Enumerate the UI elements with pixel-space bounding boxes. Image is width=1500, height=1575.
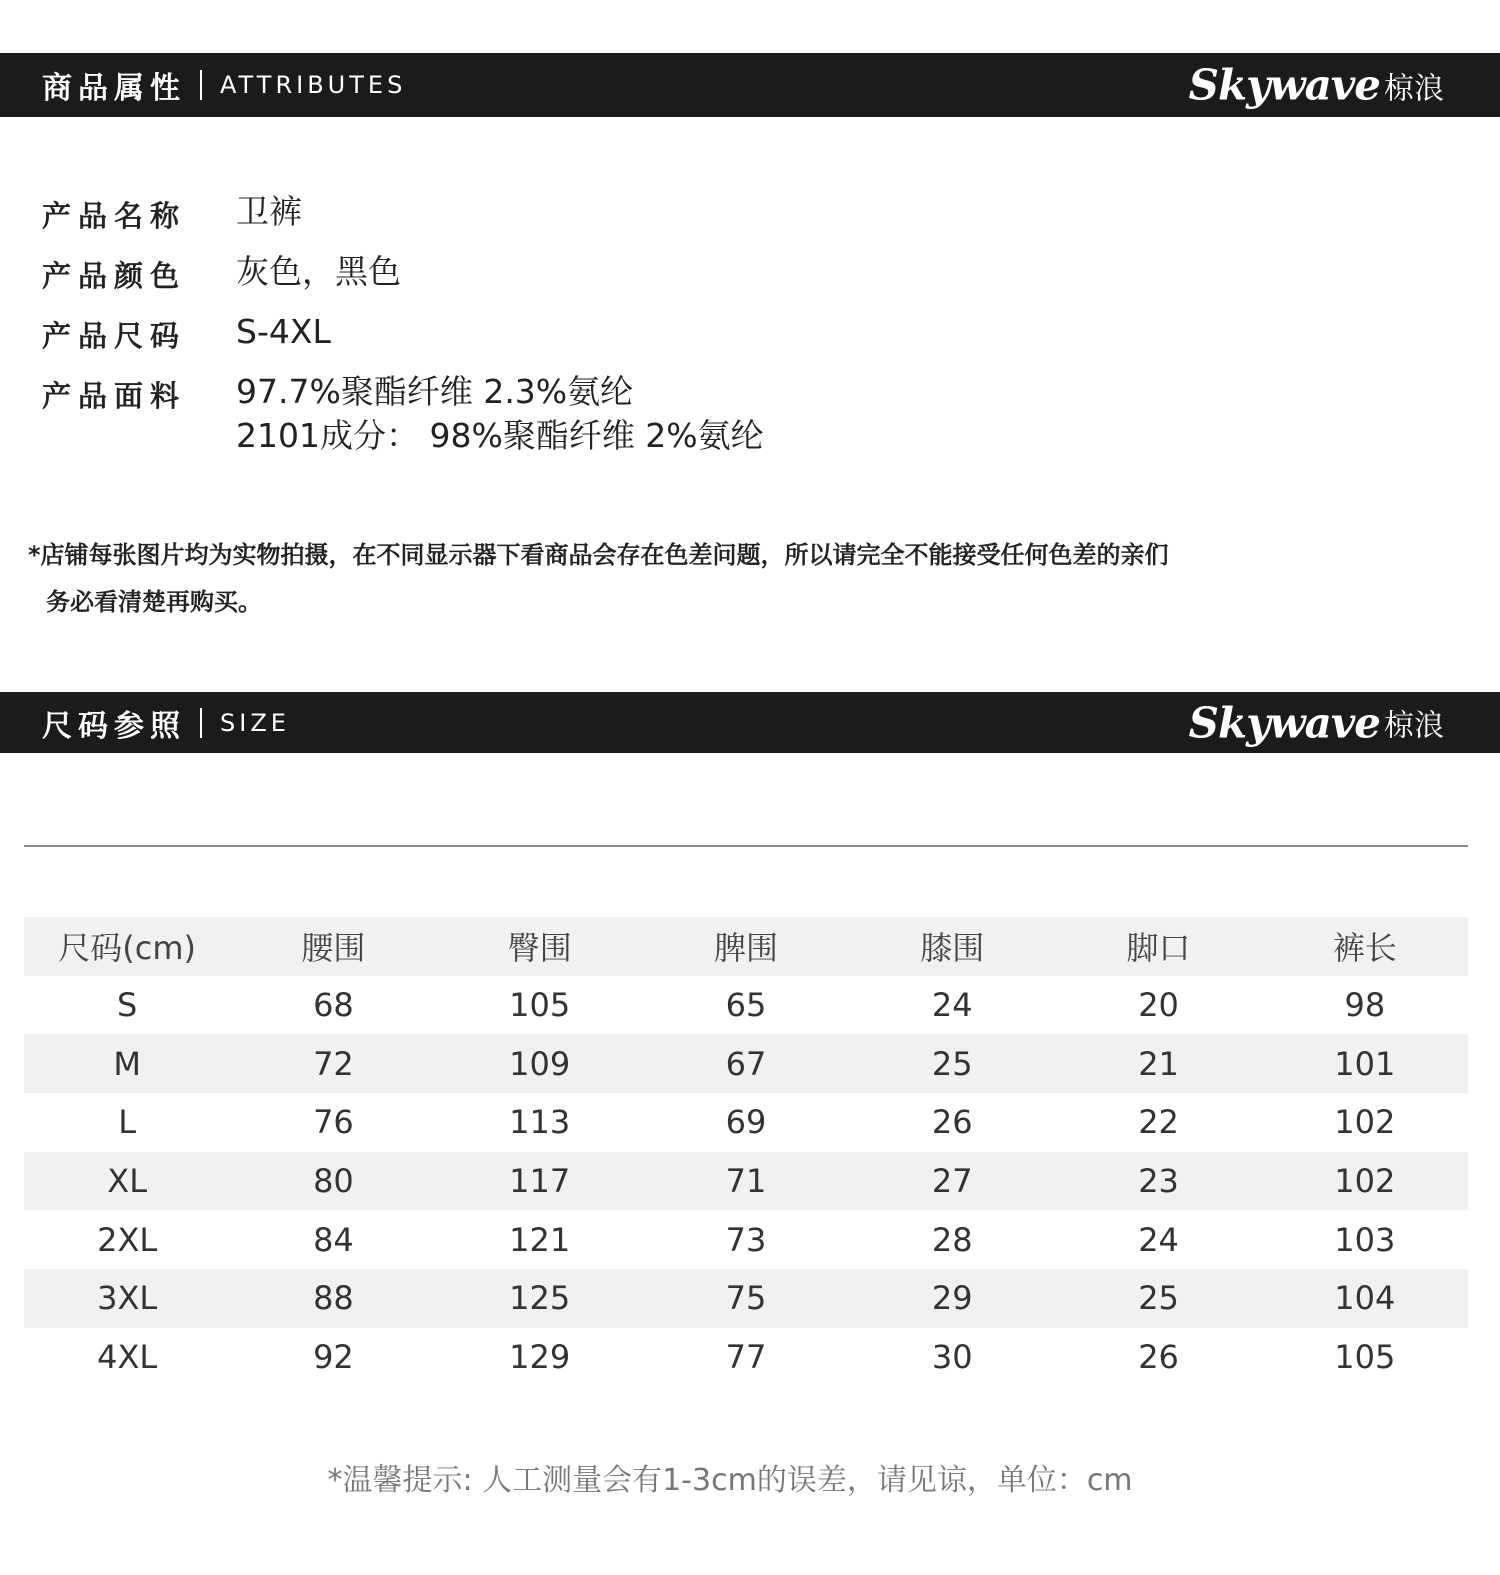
measurement-cell: 88 [230,1269,436,1328]
section-title-en: ATTRIBUTES [220,71,407,99]
brand-logo-cn: 椋浪 [1384,71,1444,106]
note-line-1: *店铺每张图片均为实物拍摄，在不同显示器下看商品会存在色差问题，所以请完全不能接受任何色差的亲们 [28,541,1169,569]
measurement-cell: 24 [931,986,973,1025]
section-title-en: SIZE [220,708,290,737]
size-header-bar [0,692,1500,753]
attribute-label: 产品颜色 [42,259,187,293]
table-row [24,1328,1468,1387]
measurement-cell: 84 [313,1220,354,1259]
measurement-cell: 105 [1334,1338,1396,1377]
measurement-tip: *温馨提示: 人工测量会有1-3cm的误差，请见谅，单位：cm [327,1463,1133,1498]
attribute-value: 97.7%聚酯纤维 2.3%氨纶 [236,372,634,411]
measurement-cell: 68 [313,986,354,1025]
measurement-cell: 125 [437,1269,643,1328]
column-header: 裤长 [1262,917,1468,976]
attribute-label: 产品尺码 [42,319,187,353]
measurement-cell: 121 [509,1220,571,1259]
measurement-cell: 22 [1138,1103,1179,1142]
divider-line [24,845,1468,847]
size-cell: 3XL [24,1269,230,1328]
size-cell: S [116,986,138,1025]
note-line-2: 务必看清楚再购买。 [46,588,262,616]
table-row [24,1269,1468,1328]
measurement-cell: 75 [643,1269,849,1328]
measurement-cell: 23 [1055,1152,1261,1211]
attribute-label: 产品面料 [42,379,187,413]
table-row [24,1093,1468,1152]
measurement-cell: 28 [931,1220,973,1259]
measurement-cell: 109 [437,1034,643,1093]
measurement-cell: 117 [437,1152,643,1211]
measurement-cell: 26 [1138,1338,1179,1377]
size-cell: L [118,1103,137,1142]
measurement-cell: 80 [230,1152,436,1211]
column-header: 膝围 [849,917,1055,976]
measurement-cell: 104 [1262,1269,1468,1328]
brand-logo [1189,698,1444,747]
measurement-cell: 26 [931,1103,973,1142]
measurement-cell: 65 [725,986,767,1025]
measurement-cell: 102 [1334,1103,1396,1142]
table-row [24,1034,1468,1093]
column-header: 臀围 [437,917,643,976]
measurement-cell: 105 [509,986,571,1025]
measurement-cell: 25 [1055,1269,1261,1328]
measurement-cell: 129 [509,1338,571,1377]
measurement-cell: 76 [313,1103,354,1142]
table-row [24,1152,1468,1211]
measurement-cell: 69 [725,1103,767,1142]
column-header: 脚口 [1055,917,1261,976]
attribute-value: 卫裤 [236,192,302,231]
size-table-body [24,917,1468,1387]
measurement-cell: 67 [643,1034,849,1093]
size-cell: 4XL [97,1338,158,1377]
column-header: 尺码(cm) [24,917,230,976]
size-cell: M [24,1034,230,1093]
column-header: 腰围 [230,917,436,976]
measurement-cell: 27 [849,1152,1055,1211]
brand-logo-cn: 椋浪 [1384,708,1444,744]
title-divider [200,708,202,738]
brand-logo-en: Skywave [1188,60,1380,110]
attribute-value: S-4XL [236,312,331,351]
color-difference-note [28,532,1448,626]
measurement-cell: 113 [509,1103,571,1142]
section-title [42,701,290,745]
measurement-cell: 77 [725,1338,767,1377]
size-cell: XL [24,1152,230,1211]
measurement-cell: 25 [849,1034,1055,1093]
title-divider [200,70,202,100]
size-table-header-row [24,917,1468,976]
column-header: 脾围 [643,917,849,976]
table-row [24,976,1468,1035]
measurement-cell: 102 [1262,1152,1468,1211]
measurement-cell: 29 [849,1269,1055,1328]
measurement-cell: 73 [725,1220,767,1259]
size-cell: 2XL [97,1220,158,1259]
measurement-cell: 101 [1262,1034,1468,1093]
attribute-value-secondary: 2101成分： 98%聚酯纤维 2%氨纶 [236,416,764,455]
brand-logo [1189,61,1444,110]
section-title-cn: 商品属性 [42,71,186,106]
measurement-cell: 72 [230,1034,436,1093]
attribute-label: 产品名称 [42,199,187,233]
measurement-cell: 71 [643,1152,849,1211]
attributes-header-bar [0,53,1500,117]
measurement-cell: 103 [1334,1220,1396,1259]
attribute-value: 灰色，黑色 [236,252,401,291]
measurement-cell: 21 [1055,1034,1261,1093]
measurement-cell: 20 [1138,986,1179,1025]
size-table [24,917,1468,1387]
section-title [42,63,406,107]
measurement-cell: 92 [313,1338,354,1377]
section-title-cn: 尺码参照 [42,708,186,744]
brand-logo-en: Skywave [1188,698,1380,747]
measurement-cell: 98 [1344,986,1386,1025]
measurement-cell: 30 [931,1338,973,1377]
table-row [24,1210,1468,1269]
measurement-cell: 24 [1138,1220,1179,1259]
